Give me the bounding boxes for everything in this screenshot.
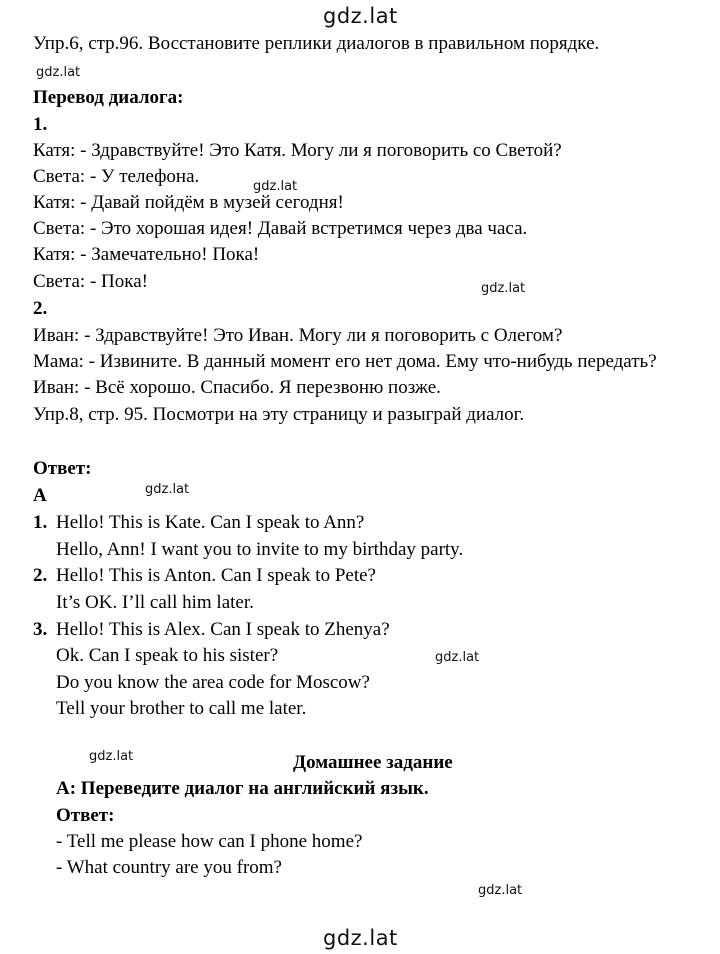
dialog-1-line: Света: - Это хорошая идея! Давай встретимся через два часа. xyxy=(33,218,528,239)
watermark: gdz.lat xyxy=(478,883,523,898)
homework-answer-line: - Tell me please how can I phone home? xyxy=(56,831,363,852)
homework-task: A: Переведите диалог на английский язык. xyxy=(56,778,429,799)
answer-line: Hello, Ann! I want you to invite to my birthday party. xyxy=(56,539,464,560)
dialog-1-line: Света: - Пока! xyxy=(33,271,148,292)
section-a-label: A xyxy=(33,485,47,506)
answer-line: It’s OK. I’ll call him later. xyxy=(56,592,254,613)
dialog-1-line: Катя: - Давай пойдём в музей сегодня! xyxy=(33,192,344,213)
answer-label: Ответ: xyxy=(33,458,92,479)
dialog-1-line: Света: - У телефона. xyxy=(33,166,200,187)
dialog-1-number: 1. xyxy=(33,114,48,135)
item-number: 3. xyxy=(33,619,48,640)
answer-line: Hello! This is Anton. Can I speak to Pete? xyxy=(56,565,376,586)
dialog-2-line: Иван: - Здравствуйте! Это Иван. Могу ли я поговорить с Олегом? xyxy=(33,325,563,346)
homework-answer-label: Ответ: xyxy=(56,805,115,826)
watermark-bottom: gdz.lat xyxy=(323,926,398,950)
answer-line: Hello! This is Alex. Can I speak to Zhenya? xyxy=(56,619,390,640)
dialog-2-line: Мама: - Извините. В данный момент его нет дома. Ему что-нибудь передать? xyxy=(33,351,657,372)
watermark-top: gdz.lat xyxy=(323,4,398,28)
dialog-1-line: Катя: - Здравствуйте! Это Катя. Могу ли я поговорить со Светой? xyxy=(33,140,562,161)
answer-line: Ok. Can I speak to his sister? xyxy=(56,645,279,666)
dialog-1-line: Катя: - Замечательно! Пока! xyxy=(33,244,260,265)
exercise-6-header: Упр.6, стр.96. Восстановите реплики диалогов в правильном порядке. xyxy=(33,33,600,54)
answer-line: Do you know the area code for Moscow? xyxy=(56,672,370,693)
homework-answer-line: - What country are you from? xyxy=(56,857,282,878)
dialog-2-line: Иван: - Всё хорошо. Спасибо. Я перезвоню позже. xyxy=(33,377,441,398)
watermark: gdz.lat xyxy=(253,179,298,194)
answer-line: Hello! This is Kate. Can I speak to Ann? xyxy=(56,512,365,533)
watermark: gdz.lat xyxy=(145,482,190,497)
dialog-2-number: 2. xyxy=(33,298,48,319)
homework-title: Домашнее задание xyxy=(293,752,453,773)
translation-title: Перевод диалога: xyxy=(33,87,184,108)
answer-line: Tell your brother to call me later. xyxy=(56,698,307,719)
item-number: 2. xyxy=(33,565,48,586)
watermark: gdz.lat xyxy=(435,650,480,665)
watermark: gdz.lat xyxy=(36,65,81,80)
watermark: gdz.lat xyxy=(89,749,134,764)
watermark: gdz.lat xyxy=(481,281,526,296)
item-number: 1. xyxy=(33,512,48,533)
exercise-8-header: Упр.8, стр. 95. Посмотри на эту страницу и разыграй диалог. xyxy=(33,404,525,425)
